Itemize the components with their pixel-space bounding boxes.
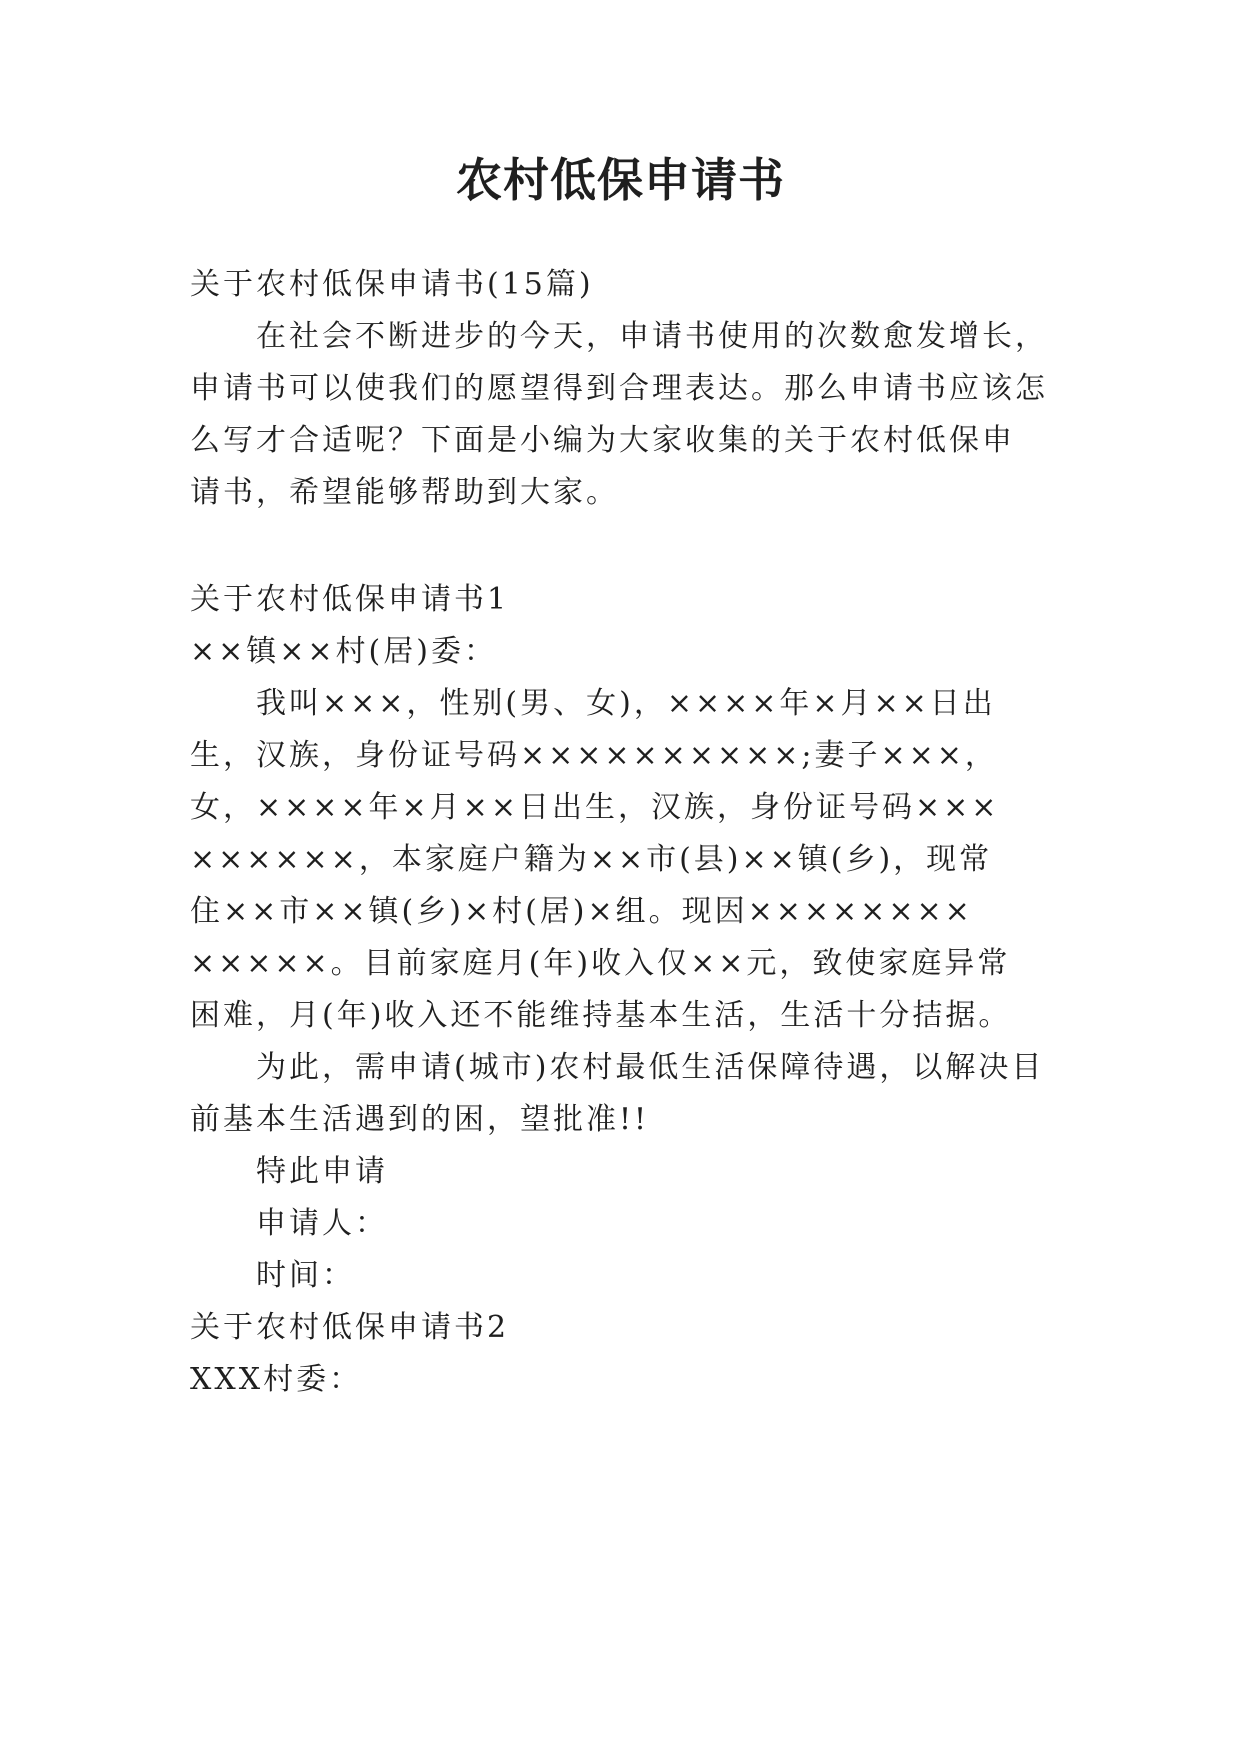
letter-closing: 特此申请 xyxy=(256,1154,388,1189)
letter-salutation: XXX村委： xyxy=(190,1362,363,1397)
letter-body-line: ××××××，本家庭户籍为××市(县)××镇(乡)，现常 xyxy=(190,842,993,877)
letter-body-line: 女，××××年×月××日出生，汉族，身份证号码××× xyxy=(190,790,1000,825)
letter-body-line: ×××××。目前家庭月(年)收入仅××元，致使家庭异常 xyxy=(190,946,1011,981)
intro-paragraph-line: 在社会不断进步的今天，申请书使用的次数愈发增长， xyxy=(256,319,1048,354)
intro-paragraph-line: 请书，希望能够帮助到大家。 xyxy=(190,475,619,510)
document-title: 农村低保申请书 xyxy=(456,153,785,207)
section-heading-1: 关于农村低保申请书1 xyxy=(190,582,510,617)
intro-paragraph-line: 么写才合适呢？下面是小编为大家收集的关于农村低保申 xyxy=(190,423,1015,458)
letter-body-line: 住××市××镇(乡)×村(居)×组。现因×××××××× xyxy=(190,894,973,929)
letter-body-line: 我叫×××，性别(男、女)，××××年×月××日出 xyxy=(256,686,996,721)
applicant-field: 申请人： xyxy=(256,1206,388,1241)
letter-salutation: ××镇××村(居)委： xyxy=(190,634,497,669)
letter-body-line: 为此，需申请(城市)农村最低生活保障待遇，以解决目 xyxy=(256,1050,1045,1085)
intro-paragraph-line: 申请书可以使我们的愿望得到合理表达。那么申请书应该怎 xyxy=(190,371,1048,406)
section-heading-2: 关于农村低保申请书2 xyxy=(190,1310,510,1345)
letter-body-line: 困难，月(年)收入还不能维持基本生活，生活十分拮据。 xyxy=(190,998,1012,1033)
letter-body-line: 前基本生活遇到的困，望批准!! xyxy=(190,1102,650,1137)
letter-body-line: 生，汉族，身份证号码××××××××××;妻子×××， xyxy=(190,738,998,773)
date-field: 时间： xyxy=(256,1258,355,1293)
collection-heading: 关于农村低保申请书(15篇) xyxy=(190,267,594,302)
